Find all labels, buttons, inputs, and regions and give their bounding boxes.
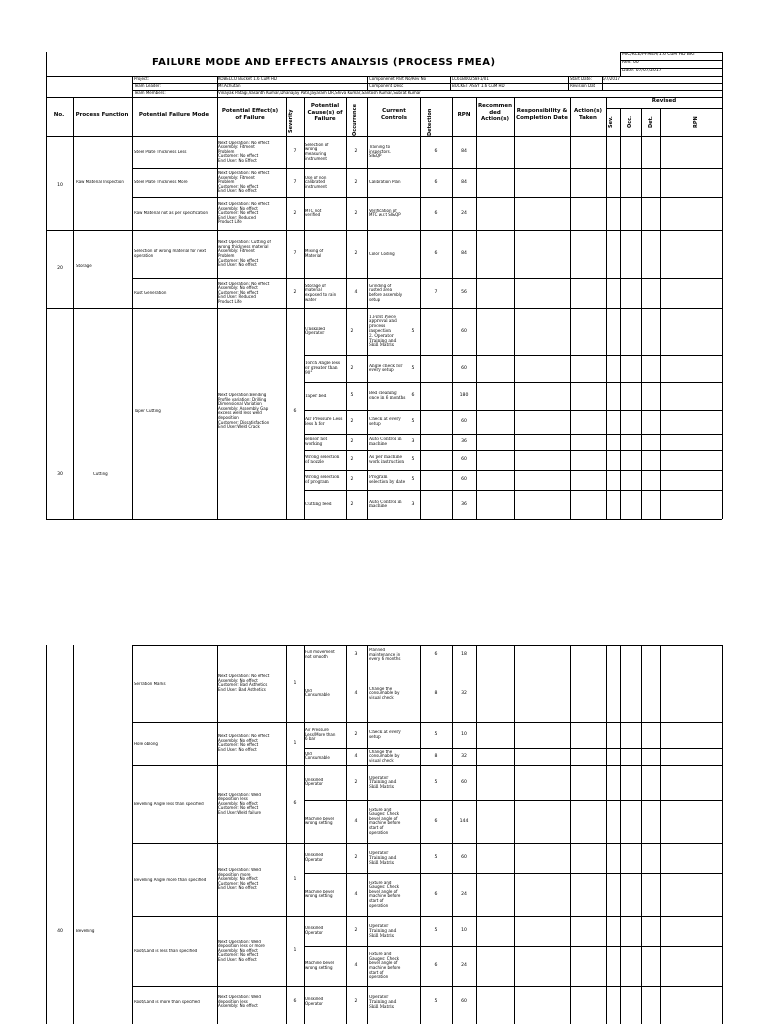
- process-number: 20: [57, 266, 63, 271]
- grid-line: [304, 800, 722, 801]
- failure-mode: Rust Generation: [134, 290, 167, 295]
- rpn-value: 144: [459, 818, 469, 824]
- occurrence-value: 3: [354, 652, 358, 657]
- rpn-value: 10: [461, 928, 467, 933]
- grid-line: [46, 308, 722, 309]
- rpn-value: 60: [461, 999, 467, 1004]
- failure-cause: Unskilled Operator: [305, 926, 324, 935]
- detection-value: 6: [434, 149, 438, 154]
- failure-cause: Taper bed: [305, 393, 327, 398]
- severity-value: 2: [293, 290, 297, 295]
- current-control: Calibration Plan: [369, 180, 401, 185]
- rpn-value: 18: [461, 652, 467, 657]
- failure-mode: Root/Land is less than specified: [134, 949, 198, 953]
- failure-cause: sensor not working: [305, 437, 328, 446]
- team-leader-label: Team Leader:: [134, 84, 161, 88]
- grid-line: [304, 355, 722, 356]
- severity-value: 7: [293, 179, 297, 185]
- header-effect: Potential Effect(s) of Failure: [221, 108, 279, 121]
- header-rev-sev: Sev.: [608, 116, 614, 128]
- occurrence-value: 2: [354, 999, 358, 1004]
- grid-line: [132, 83, 722, 84]
- current-control: Training to inspectors. SI&QP: [369, 145, 391, 159]
- grid-line: [602, 76, 603, 90]
- current-control: Color Coding: [369, 251, 395, 256]
- failure-cause: Air Pressure Less less h for: [305, 417, 343, 426]
- date-label: Date: 07/07/2017: [622, 69, 662, 73]
- current-control: Operator Training and Skill Matrix: [369, 995, 397, 1009]
- team-members-label: Team Members:: [134, 91, 166, 95]
- rev-label: Rev: 00: [622, 61, 639, 65]
- current-control: Bed cleaning once in 6 months: [369, 391, 406, 400]
- current-control: Fixture and Gauges: Check bevel angle of machine before start of operation: [369, 952, 401, 980]
- severity-value: 1: [293, 948, 297, 953]
- grid-line: [132, 765, 722, 766]
- severity-value: 1: [293, 876, 297, 882]
- severity-value: 1: [293, 680, 297, 686]
- grid-line: [46, 76, 722, 77]
- detection-value: 5: [434, 732, 438, 737]
- grid-line: [132, 645, 133, 1024]
- current-control: As per machine work instruction: [369, 455, 405, 464]
- occurrence-value: 4: [354, 891, 358, 897]
- detection-value: 5: [411, 477, 415, 482]
- failure-cause: Machine bevel wrong setting: [305, 816, 334, 826]
- current-control: 1.First Piece approval and process inspection 2. Operator Training and Skill Matrix: [369, 314, 397, 348]
- failure-mode: Bevelling Angle less than specified: [134, 802, 204, 806]
- detection-value: 5: [434, 928, 438, 933]
- team-members-value: Vinayak Patagi,Vasanth Kumar,Dhanajay Patil,Jayaram DR,Shiva Kumar,Santosh Kumar,Subrat Kumar: [218, 91, 421, 95]
- failure-cause: Selection of wrong measuring instrument: [305, 142, 329, 161]
- rpn-value: 36: [461, 439, 467, 444]
- rpn-value: 24: [461, 963, 467, 968]
- grid-line: [132, 843, 722, 844]
- process-function: Raw Material Inspection: [76, 180, 124, 184]
- desc-label: Component Desc: [369, 84, 404, 88]
- current-control: Operator Training and Skill Matrix: [369, 924, 397, 938]
- occurrence-value: 4: [354, 818, 358, 824]
- grid-line: [304, 490, 722, 491]
- grid-line: [132, 168, 722, 169]
- occurrence-value: 4: [354, 753, 358, 759]
- grid-line: [46, 136, 722, 137]
- process-function: Cutting: [93, 472, 108, 476]
- current-control: Program selection by date: [369, 475, 406, 484]
- failure-cause: MTC not verified: [305, 208, 322, 218]
- occurrence-value: 2: [354, 179, 358, 185]
- failure-cause: Cutting feed: [305, 502, 332, 507]
- process-function: Storage: [76, 264, 92, 268]
- failure-cause: Old Consumable: [305, 751, 330, 761]
- grid-line: [286, 645, 287, 1024]
- severity-value: 2: [293, 210, 297, 216]
- grid-line: [620, 60, 722, 61]
- rpn-value: 60: [461, 328, 467, 334]
- detection-value: 5: [434, 779, 438, 785]
- severity-value: 6: [293, 801, 297, 806]
- project-value: KOBELCO Bucket 1.6 CuM HD: [218, 77, 277, 81]
- grid-line: [217, 76, 218, 97]
- detection-value: 6: [411, 393, 415, 398]
- rpn-value: 84: [461, 149, 467, 154]
- header-rev-det: Det.: [648, 116, 654, 128]
- rpn-value: 84: [461, 179, 467, 185]
- severity-value: 6: [293, 999, 297, 1004]
- desc-value: BUCKET ASSY 1.6 CuM HD: [452, 84, 505, 88]
- failure-mode: Steel Plate Thickness Less: [134, 149, 187, 154]
- grid-line: [606, 108, 722, 109]
- current-control: Angle check for every setup: [369, 363, 403, 373]
- rpn-value: 60: [461, 855, 467, 860]
- failure-effect: Next Operation: No effect Assembly: No effect Customer: Bad Asthetics End User: Bad Asthetics: [218, 674, 270, 693]
- start-date-label: Start Date:: [570, 77, 592, 81]
- grid-line: [132, 916, 722, 917]
- rpn-value: 60: [461, 419, 467, 424]
- failure-effect: Next Operation: No effect Assembly: No effect Customer: No effect End User: Reduced Product Life: [218, 281, 270, 304]
- failure-cause: Machine bevel wrong setting: [305, 889, 334, 899]
- severity-value: 7: [293, 149, 297, 154]
- detection-value: 6: [434, 891, 438, 897]
- failure-effect: Next Operation: Cutting of wrong thickness material Assembly: Fitment Problem Customer: No effect End User: No effect: [218, 240, 271, 268]
- grid-line: [641, 108, 642, 519]
- grid-line: [367, 76, 368, 90]
- rpn-value: 60: [461, 457, 467, 462]
- process-function: Bevelling: [76, 929, 95, 933]
- failure-mode: Root/Land is more than specified: [134, 1000, 200, 1004]
- project-label: Project:: [134, 77, 150, 81]
- current-control: Operator Training and Skill Matrix: [369, 851, 397, 865]
- grid-line: [620, 68, 722, 69]
- grid-line: [304, 946, 722, 947]
- occurrence-value: 2: [350, 501, 354, 507]
- failure-mode: Taper Cutting: [134, 409, 161, 413]
- occurrence-value: 4: [354, 290, 358, 295]
- current-control: Verification of MTC w.r.t SI&QP: [369, 208, 401, 218]
- occurrence-value: 2: [354, 251, 358, 256]
- detection-value: 6: [434, 210, 438, 216]
- rpn-value: 32: [461, 753, 467, 759]
- failure-cause: Unskilled Operator: [305, 853, 324, 862]
- occurrence-value: 4: [354, 963, 358, 968]
- failure-mode: Serration Marks: [134, 681, 166, 686]
- grid-line: [304, 450, 722, 451]
- current-control: Change the consumable by visual check: [369, 686, 400, 700]
- rpn-value: 24: [461, 210, 467, 216]
- rpn-value: 24: [461, 891, 467, 897]
- grid-line: [46, 645, 47, 1024]
- failure-effect: Next Operation: Weld deposition less Assembly: No effect Customer: No effect End User:Weld failure: [218, 792, 262, 815]
- grid-line: [46, 519, 722, 520]
- current-control: Auto Control in machine: [369, 437, 402, 446]
- grid-line: [620, 645, 621, 1024]
- part-no-value: LC61B00258F1/01: [452, 77, 489, 81]
- header-rev-rpn: RPN: [693, 116, 699, 128]
- header-detection: Detection: [427, 108, 433, 136]
- grid-line: [132, 722, 722, 723]
- grid-line: [132, 197, 722, 198]
- detection-value: 5: [411, 457, 415, 462]
- failure-cause: Old Consumable: [305, 688, 330, 698]
- current-control: Check at every setup: [369, 730, 401, 740]
- occurrence-value: 2: [354, 779, 358, 785]
- grid-line: [132, 645, 722, 646]
- header-revised: Revised: [651, 98, 677, 104]
- rpn-value: 36: [461, 501, 467, 507]
- rpn-value: 60: [461, 477, 467, 482]
- detection-value: 6: [434, 963, 438, 968]
- failure-cause: Storage of material exposed to rain water: [305, 283, 337, 302]
- failure-mode: Hole oblong: [134, 741, 158, 746]
- failure-effect: Next Operation: No effect Assembly: Fitment Problem Customer: No effect End User: No Effect: [218, 140, 270, 163]
- page-title: FAILURE MODE AND EFFECTS ANALYSIS (PROCESS FMEA): [152, 57, 496, 68]
- failure-mode: Selection of wrong material for next operation: [134, 249, 207, 258]
- process-number: 10: [57, 183, 63, 188]
- failure-effect: Next Operation: Weld deposition less Assembly: No effect: [218, 995, 261, 1009]
- occurrence-value: 2: [350, 419, 354, 424]
- detection-value: 5: [411, 365, 415, 371]
- current-control: Grinding of rusted area before assembly setup: [369, 283, 403, 302]
- detection-value: 8: [434, 753, 438, 759]
- detection-value: 6: [434, 179, 438, 185]
- rpn-value: 60: [461, 779, 467, 785]
- failure-effect: Next Operation: No effect Assembly: No effect Customer: No effect End User: Reduced Product Life: [218, 202, 270, 225]
- detection-value: 6: [434, 251, 438, 256]
- team-leader-value: Mr.Achutan: [218, 84, 241, 88]
- header-responsibility: Responsibility & Completion Date: [516, 108, 568, 121]
- severity-value: 6: [293, 409, 297, 414]
- detection-value: 3: [411, 439, 415, 444]
- grid-line: [304, 434, 722, 435]
- grid-line: [132, 986, 722, 987]
- detection-value: 5: [434, 855, 438, 860]
- current-control: Change the consumable by visual check: [369, 749, 400, 763]
- grid-line: [304, 410, 722, 411]
- revision-date-label: Revision Dat: [570, 84, 596, 88]
- rpn-value: 56: [461, 290, 467, 295]
- detection-value: 5: [411, 419, 415, 424]
- occurrence-value: 2: [354, 732, 358, 737]
- process-number: 40: [57, 929, 63, 934]
- detection-value: 3: [411, 501, 415, 507]
- current-control: Auto Control in machine: [369, 499, 402, 509]
- severity-value: 7: [293, 251, 297, 256]
- grid-line: [304, 873, 722, 874]
- grid-line: [660, 108, 661, 519]
- grid-line: [73, 645, 74, 1024]
- grid-line: [722, 645, 723, 1024]
- grid-line: [570, 645, 571, 1024]
- rpn-value: 180: [459, 393, 469, 398]
- detection-value: 6: [434, 652, 438, 657]
- failure-cause: Full movement not smooth: [305, 650, 335, 659]
- failure-mode: Steel Plate Thickness More: [134, 180, 188, 185]
- failure-cause: Wrong selection of program: [305, 475, 340, 484]
- occurrence-value: 2: [354, 149, 358, 154]
- occurrence-value: 2: [354, 855, 358, 860]
- header-recommended: Recommen ded Action(s): [477, 103, 513, 122]
- grid-line: [514, 645, 515, 1024]
- detection-value: 8: [434, 690, 438, 696]
- detection-value: 5: [411, 328, 415, 334]
- header-failure-mode: Potential Failure Mode: [138, 112, 210, 118]
- failure-effect: Next Operation:Bending Profile variation: Drilling Dimensional Variation Assembly: Assembly Gap excess weld less weld deposition Customer: Dissatisfaction End User:Weld Crack: [218, 393, 270, 430]
- header-action-taken: Action(s) Taken: [573, 108, 603, 121]
- grid-line: [476, 645, 477, 1024]
- failure-cause: Mixing of Material: [305, 249, 324, 258]
- header-no: No.: [53, 112, 65, 118]
- grid-line: [450, 76, 451, 90]
- header-process-function: Process Function: [75, 112, 129, 118]
- grid-line: [217, 645, 218, 1024]
- grid-line: [304, 748, 722, 749]
- failure-effect: Next Operation: No effect Assembly: Fitment Problem Customer: No effect End User: No effect: [218, 171, 270, 194]
- grid-line: [132, 76, 133, 97]
- grid-line: [46, 97, 722, 98]
- severity-value: 1: [293, 740, 297, 746]
- grid-line: [132, 278, 722, 279]
- start-date-value: 6/7/2017: [602, 77, 620, 81]
- header-occurrence: Occurrence: [352, 104, 358, 136]
- occurrence-value: 2: [354, 210, 358, 216]
- occurrence-value: 2: [354, 928, 358, 933]
- grid-line: [46, 52, 47, 519]
- grid-line: [304, 470, 722, 471]
- occurrence-value: 2: [350, 328, 354, 334]
- rpn-value: 32: [461, 690, 467, 696]
- failure-effect: Next Operation: No effect Assembly: No effect Customer: No effect End User: No effect: [218, 734, 270, 753]
- grid-line: [660, 645, 661, 1024]
- failure-mode: Bevelling Angle more than specified: [134, 877, 207, 882]
- current-control: Operator Training and Skill Matrix: [369, 775, 397, 790]
- current-control: Planned maintenance in every 6 months: [369, 648, 401, 662]
- grid-line: [568, 76, 569, 90]
- failure-cause: Machine bevel wrong setting: [305, 961, 334, 970]
- grid-line: [606, 645, 607, 1024]
- rpn-value: 84: [461, 251, 467, 256]
- grid-line: [367, 645, 368, 1024]
- doc-code: MIC/KCE/PFMEA/1.6 CuM HD BKT: [622, 53, 696, 57]
- failure-mode: Raw Material not as per specification: [134, 211, 208, 216]
- grid-line: [304, 382, 722, 383]
- detection-value: 5: [434, 999, 438, 1004]
- occurrence-value: 5: [350, 393, 354, 398]
- grid-line: [132, 90, 722, 91]
- occurrence-value: 2: [350, 439, 354, 444]
- detection-value: 7: [434, 290, 438, 295]
- failure-cause: Use of non calibrated instrument: [305, 175, 327, 189]
- rpn-value: 10: [461, 732, 467, 737]
- occurrence-value: 4: [354, 690, 358, 696]
- failure-effect: Next Operation: Weld deposition less or more Assembly: No effect Customer: No effect End User: No effect: [218, 939, 265, 962]
- header-rev-occ: Occ.: [627, 115, 633, 128]
- current-control: Fixture and Gauges: Check bevel angle of machine before start of operation: [369, 880, 401, 908]
- header-cause: Potential Cause(s) of Failure: [307, 103, 343, 122]
- failure-cause: Torch Angle less or greater than 90°: [305, 361, 341, 375]
- current-control: Fixture and Gauges: Check bevel angle of machine before start of operation: [369, 807, 401, 835]
- part-no-label: Componenet Part No/Rev No: [369, 77, 427, 81]
- occurrence-value: 2: [350, 477, 354, 482]
- grid-line: [722, 52, 723, 519]
- grid-line: [46, 230, 722, 231]
- occurrence-value: 2: [350, 457, 354, 462]
- header-severity: Severity: [288, 109, 294, 133]
- detection-value: 6: [434, 818, 438, 824]
- failure-cause: Unskilled Operator: [305, 997, 324, 1006]
- failure-effect: Next Operation: Weld deposition more Assembly: No effect Customer: No effect End User: No effect: [218, 868, 261, 891]
- failure-cause: Unskilled Operator: [305, 326, 326, 336]
- grid-line: [620, 108, 621, 519]
- current-control: Check at every setup: [369, 417, 401, 426]
- failure-cause: Air Pressure Less/More than 6 bar: [305, 728, 336, 742]
- grid-line: [641, 645, 642, 1024]
- header-controls: Current Controls: [380, 108, 407, 121]
- failure-cause: Unskilled Operator: [305, 777, 324, 787]
- failure-cause: Wrong selection of nozzle: [305, 455, 340, 464]
- grid-line: [620, 52, 621, 76]
- header-rpn: RPN: [457, 112, 471, 118]
- grid-line: [620, 52, 722, 53]
- process-number: 30: [57, 472, 63, 477]
- occurrence-value: 2: [350, 365, 354, 371]
- rpn-value: 60: [461, 365, 467, 371]
